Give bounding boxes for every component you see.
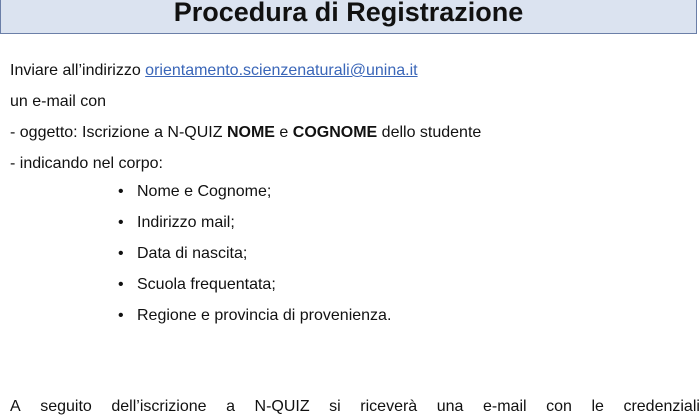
- instruction-line-subject: [10, 124, 481, 142]
- subject-suffix: dello studente: [377, 124, 482, 141]
- bottom-word: con: [546, 398, 572, 415]
- list-item-label: Regione e provincia di provenienza.: [137, 307, 392, 324]
- bullet-icon: •: [118, 276, 124, 293]
- list-item: [118, 183, 391, 214]
- bottom-word: A: [10, 398, 21, 415]
- bullet-icon: •: [118, 183, 124, 200]
- bottom-paragraph: [10, 398, 700, 416]
- bottom-word: credenziali: [623, 398, 700, 415]
- subject-prefix: - oggetto: Iscrizione a N-QUIZ: [10, 124, 227, 141]
- email-link[interactable]: orientamento.scienzenaturali@unina.it: [145, 62, 418, 79]
- instruction-line-email: [10, 62, 418, 80]
- list-item: [118, 214, 391, 245]
- bottom-word: le: [591, 398, 604, 415]
- instruction-line-body: - indicando nel corpo:: [10, 155, 163, 172]
- list-item-label: Nome e Cognome;: [137, 183, 272, 200]
- bottom-word: e-mail: [482, 398, 527, 415]
- bottom-word: si: [329, 398, 341, 415]
- subject-middle: e: [274, 124, 293, 141]
- subject-nome: NOME: [226, 124, 275, 141]
- list-item: [118, 307, 391, 338]
- list-item-label: Indirizzo mail;: [137, 214, 235, 231]
- bottom-word: una: [436, 398, 464, 415]
- bottom-word: seguito: [40, 398, 92, 415]
- subject-cognome: COGNOME: [292, 124, 378, 141]
- bottom-word: a: [226, 398, 235, 415]
- list-item-label: Data di nascita;: [137, 245, 248, 262]
- bottom-word: dell’iscrizione: [111, 398, 207, 415]
- instruction-prefix: Inviare all’indirizzo: [10, 62, 146, 79]
- list-item: [118, 276, 391, 307]
- page-title: Procedura di Registrazione: [173, 0, 524, 27]
- bottom-word: riceverà: [360, 398, 418, 415]
- instruction-line-email-con: un e-mail con: [10, 93, 107, 110]
- list-item: [118, 245, 391, 276]
- body-fields-list: [118, 183, 391, 338]
- bottom-word: N-QUIZ: [254, 398, 310, 415]
- bullet-icon: •: [118, 245, 124, 262]
- list-item-label: Scuola frequentata;: [137, 276, 276, 293]
- bullet-icon: •: [118, 307, 124, 324]
- title-banner: [0, 0, 697, 34]
- bullet-icon: •: [118, 214, 124, 231]
